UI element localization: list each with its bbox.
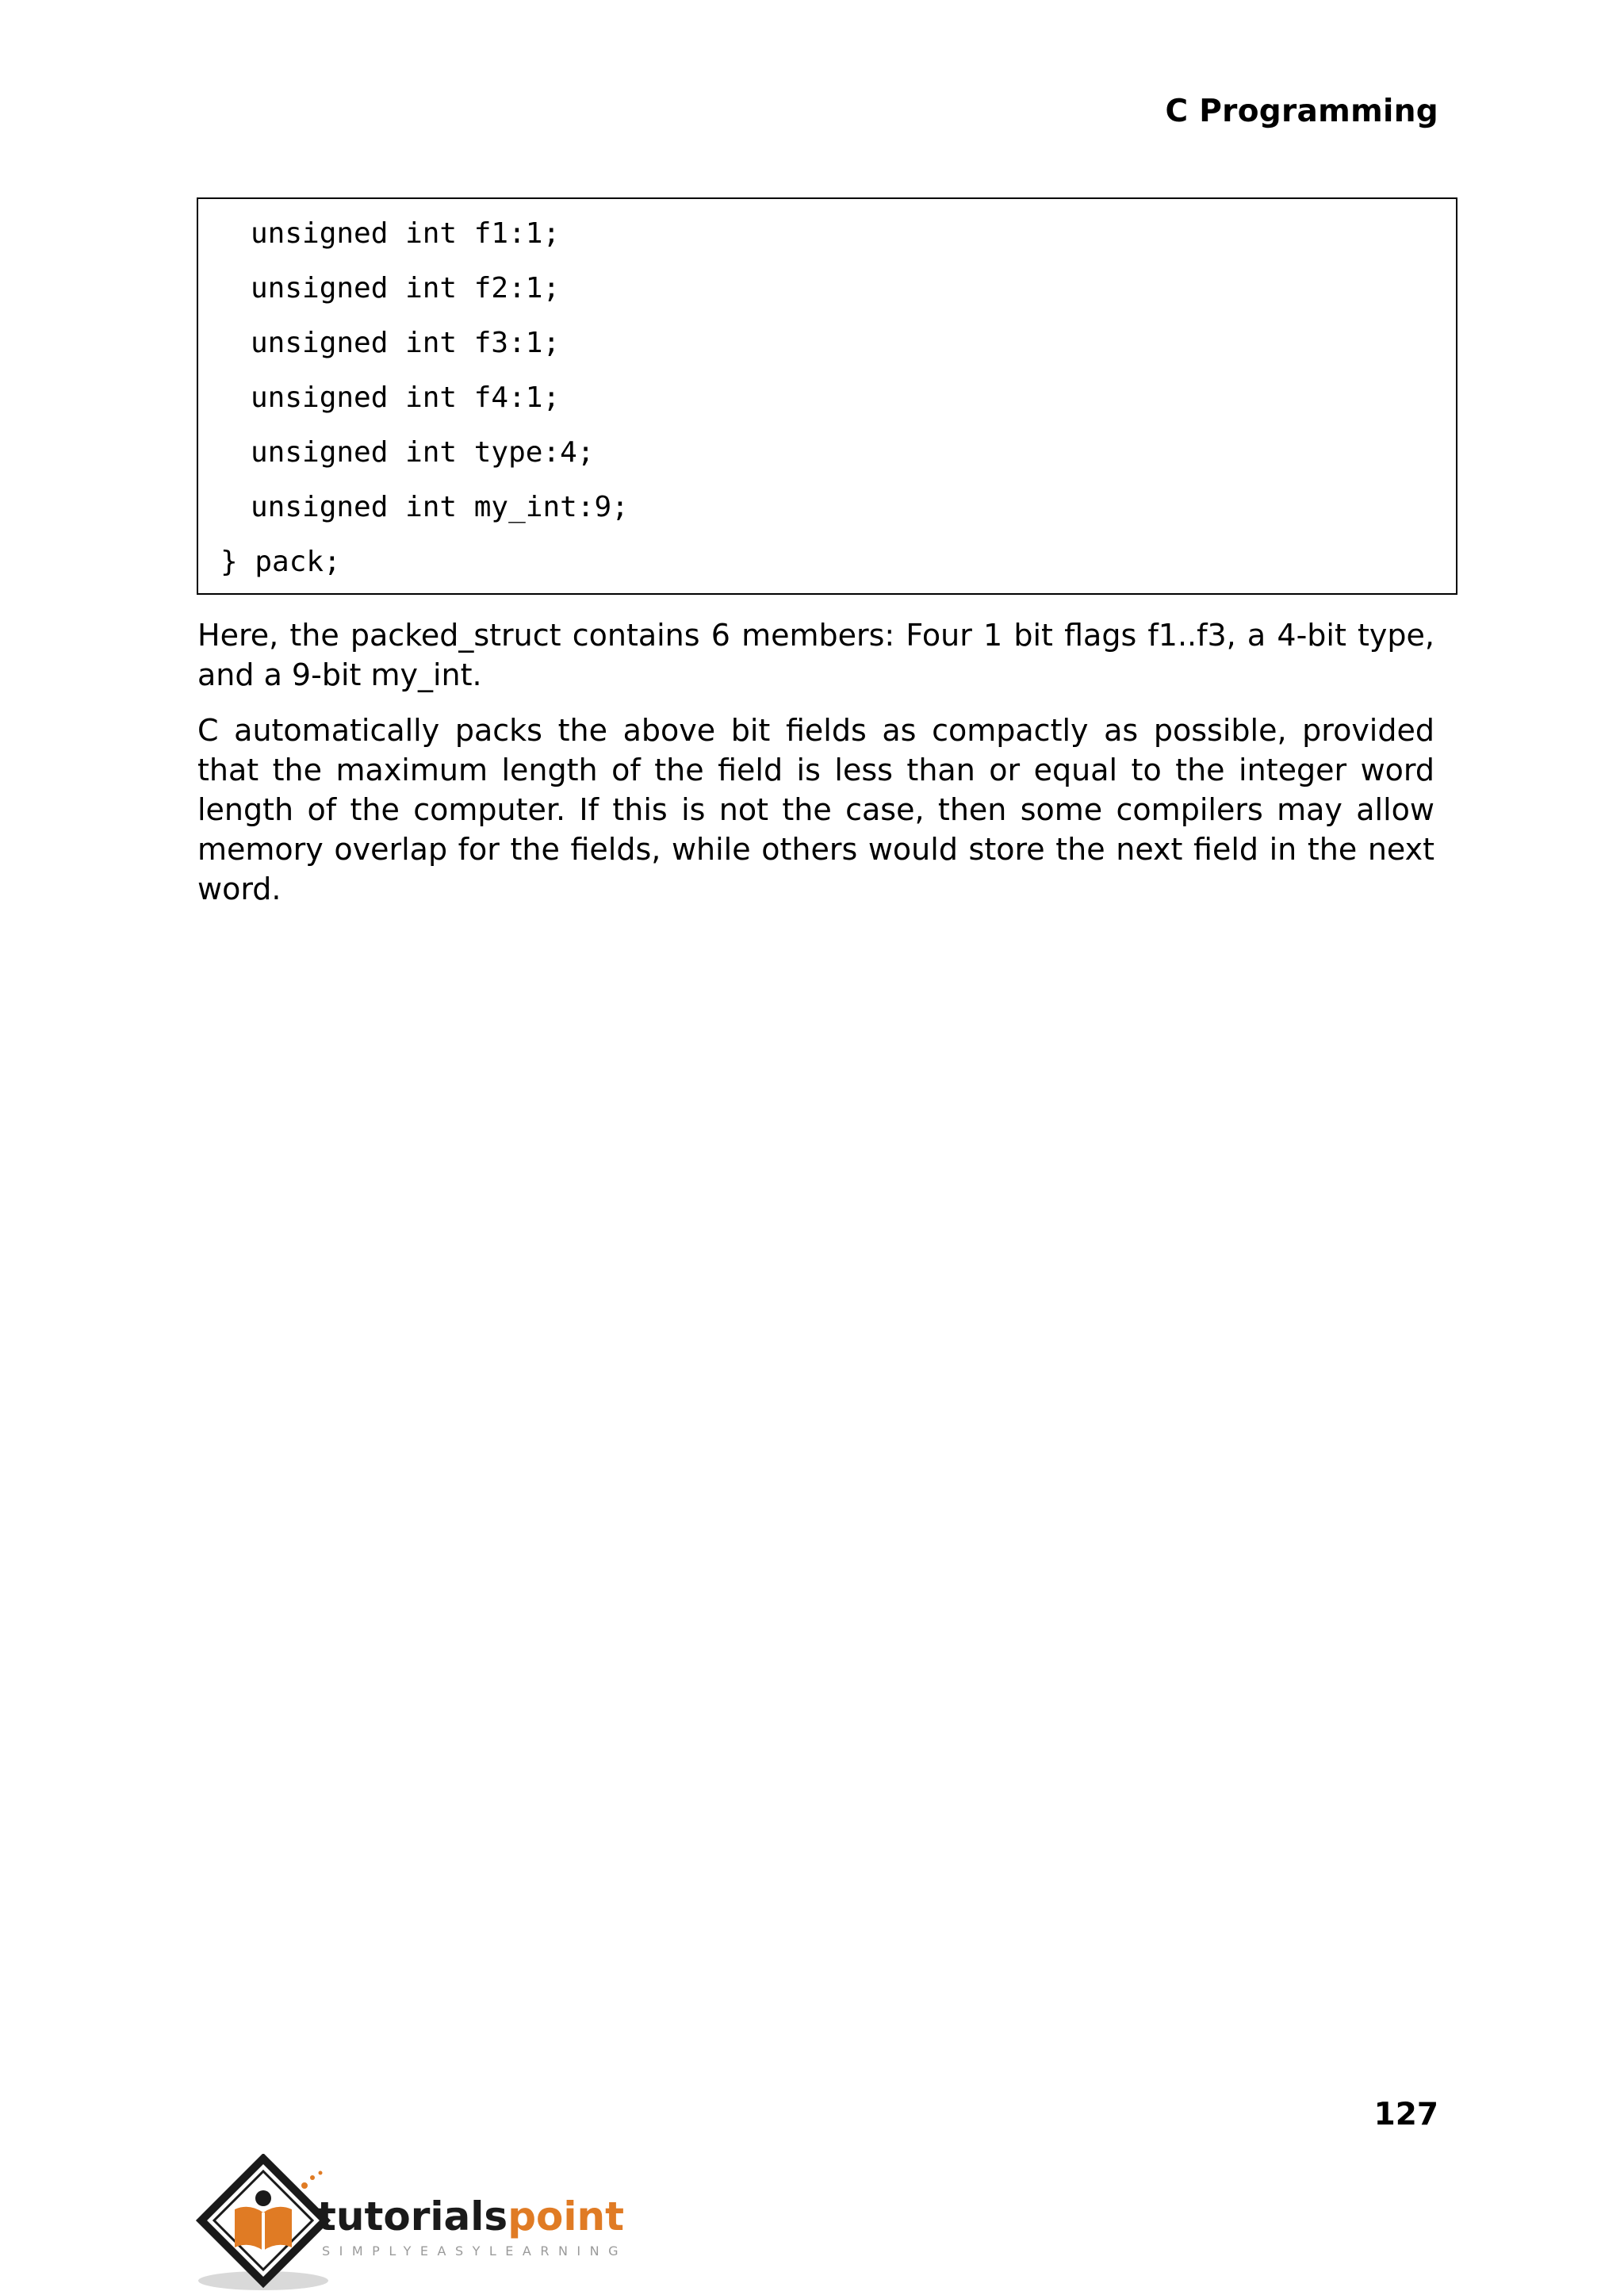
logo-spark-icon: [310, 2175, 315, 2180]
body-paragraph: Here, the packed_struct contains 6 members: Four 1 bit flags f1..f3, a 4-bit type, and a 9-bit my_int.: [197, 618, 1434, 692]
logo-wordmark: [317, 2193, 624, 2239]
code-line: unsigned int f3:1;: [251, 327, 561, 359]
code-block: [197, 197, 1457, 595]
logo-brand-part2: point: [508, 2193, 624, 2239]
logo-head-icon: [255, 2190, 271, 2206]
code-line: unsigned int f1:1;: [251, 217, 561, 250]
code-line: unsigned int my_int:9;: [251, 491, 629, 523]
code-line: unsigned int f4:1;: [251, 381, 561, 414]
logo-tagline: SIMPLYEASYLEARNING: [322, 2243, 628, 2259]
logo-spark-icon: [301, 2182, 308, 2189]
logo-brand-part1: tutorials: [317, 2193, 508, 2239]
running-header-title: C Programming: [1165, 94, 1438, 129]
body-paragraph: C automatically packs the above bit fields as compactly as possible, provided that the maximum length of the field is less than or equal to the integer word length of the computer. If this is not the case, then some compilers may allow memory overlap for the fields, while others would store the next field in the next word.: [197, 713, 1434, 906]
code-line: } pack;: [220, 546, 341, 578]
tutorialspoint-logo-graphic: [193, 2154, 638, 2295]
code-line: unsigned int type:4;: [251, 436, 595, 469]
tutorialspoint-logo: [193, 2154, 638, 2295]
logo-spark-icon: [319, 2171, 323, 2175]
code-line: unsigned int f2:1;: [251, 272, 561, 305]
page-number: 127: [1373, 2097, 1438, 2132]
